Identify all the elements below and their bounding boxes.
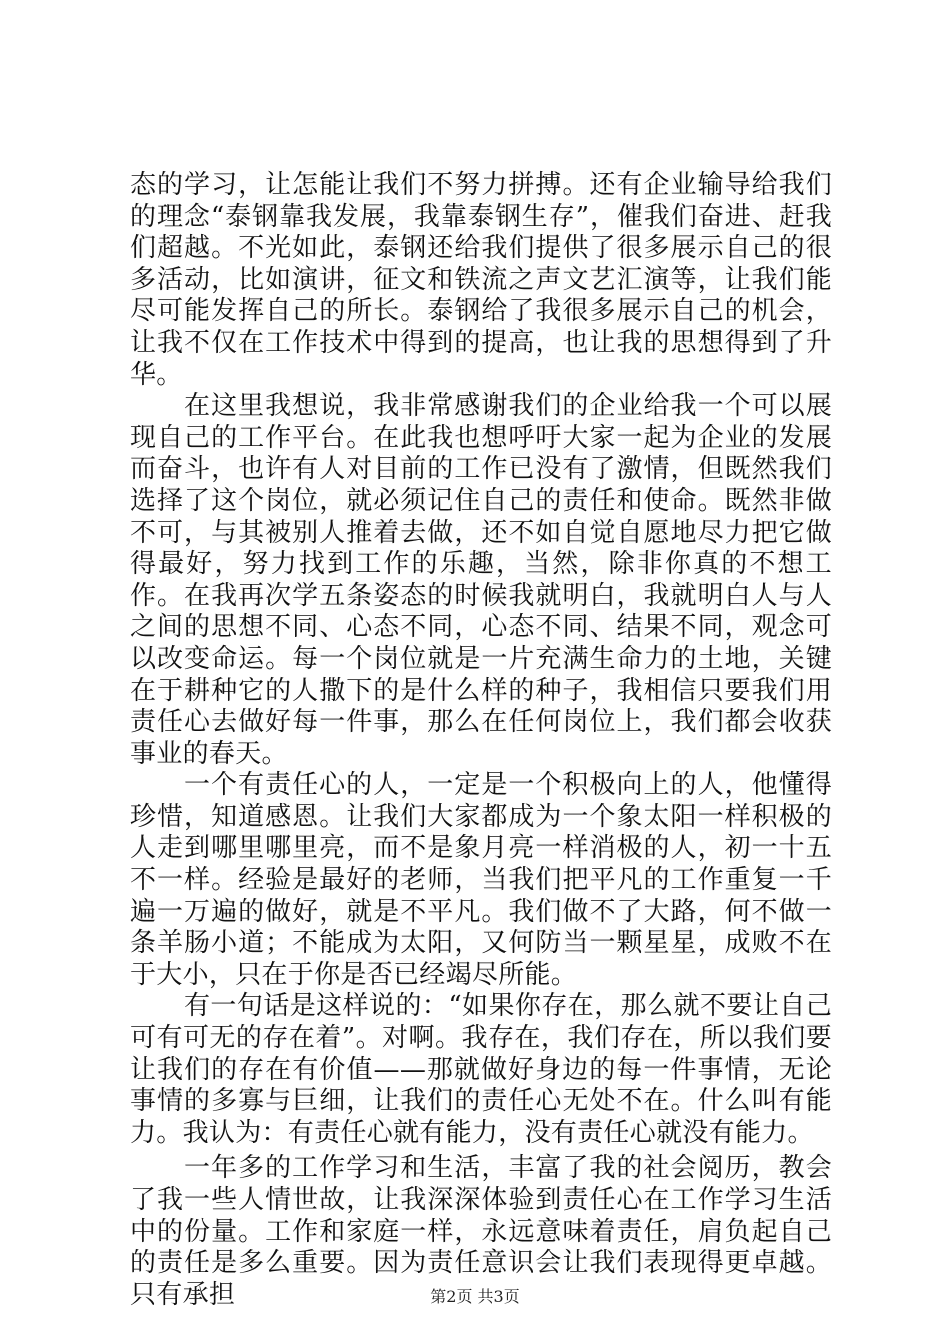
- paragraph-3: 一个有责任心的人，一定是一个积极向上的人，他懂得珍惜，知道感恩。让我们大家都成为一个象太阳一样积极的人走到哪里哪里亮，而不是象月亮一样消极的人，初一十五不一样。经验是最好的老师，当我们把平凡的工作重复一千遍一万遍的做好，就是不平凡。我们做不了大路，何不做一条羊肠小道；不能成为太阳，又何防当一颗星星，成败不在于大小，只在于你是否已经竭尽所能。: [130, 770, 832, 990]
- paragraph-1: 态的学习，让怎能让我们不努力拼搏。还有企业输导给我们的理念“泰钢靠我发展，我靠泰钢生存”，催我们奋进、赶我们超越。不光如此，泰钢还给我们提供了很多展示自己的很多活动，比如演讲，征文和铁流之声文艺汇演等，让我们能尽可能发挥自己的所长。泰钢给了我很多展示自己的机会，让我不仅在工作技术中得到的提高，也让我的思想得到了升华。: [130, 170, 832, 390]
- page-number-footer: 第2页 共3页: [430, 1287, 520, 1306]
- paragraph-5: 一年多的工作学习和生活，丰富了我的社会阅历，教会了我一些人情世故，让我深深体验到责任心在工作学习生活中的份量。工作和家庭一样，永远意味着责任，肩负起自己的责任是多么重要。因为责任意识会让我们表现得更卓越。只有承担: [130, 1153, 832, 1310]
- document-body: [130, 170, 832, 1311]
- paragraph-2: 在这里我想说，我非常感谢我们的企业给我一个可以展现自己的工作平台。在此我也想呼吁大家一起为企业的发展而奋斗，也许有人对目前的工作已没有了激情，但既然我们选择了这个岗位，就必须记住自己的责任和使命。既然非做不可，与其被别人推着去做，还不如自觉自愿地尽力把它做得最好，努力找到工作的乐趣，当然，除非你真的不想工作。在我再次学五条姿态的时候我就明白，我就明白人与人之间的思想不同、心态不同，心态不同、结果不同，观念可以改变命运。每一个岗位就是一片充满生命力的土地，关键在于耕种它的人撒下的是什么样的种子，我相信只要我们用责任心去做好每一件事，那么在任何岗位上，我们都会收获事业的春天。: [130, 391, 832, 769]
- paragraph-4: 有一句话是这样说的：“如果你存在，那么就不要让自己可有可无的存在着”。对啊。我存在，我们存在，所以我们要让我们的存在有价值——那就做好身边的每一件事情，无论事情的多寡与巨细，让我们的责任心无处不在。什么叫有能力。我认为：有责任心就有能力，没有责任心就没有能力。: [130, 991, 832, 1148]
